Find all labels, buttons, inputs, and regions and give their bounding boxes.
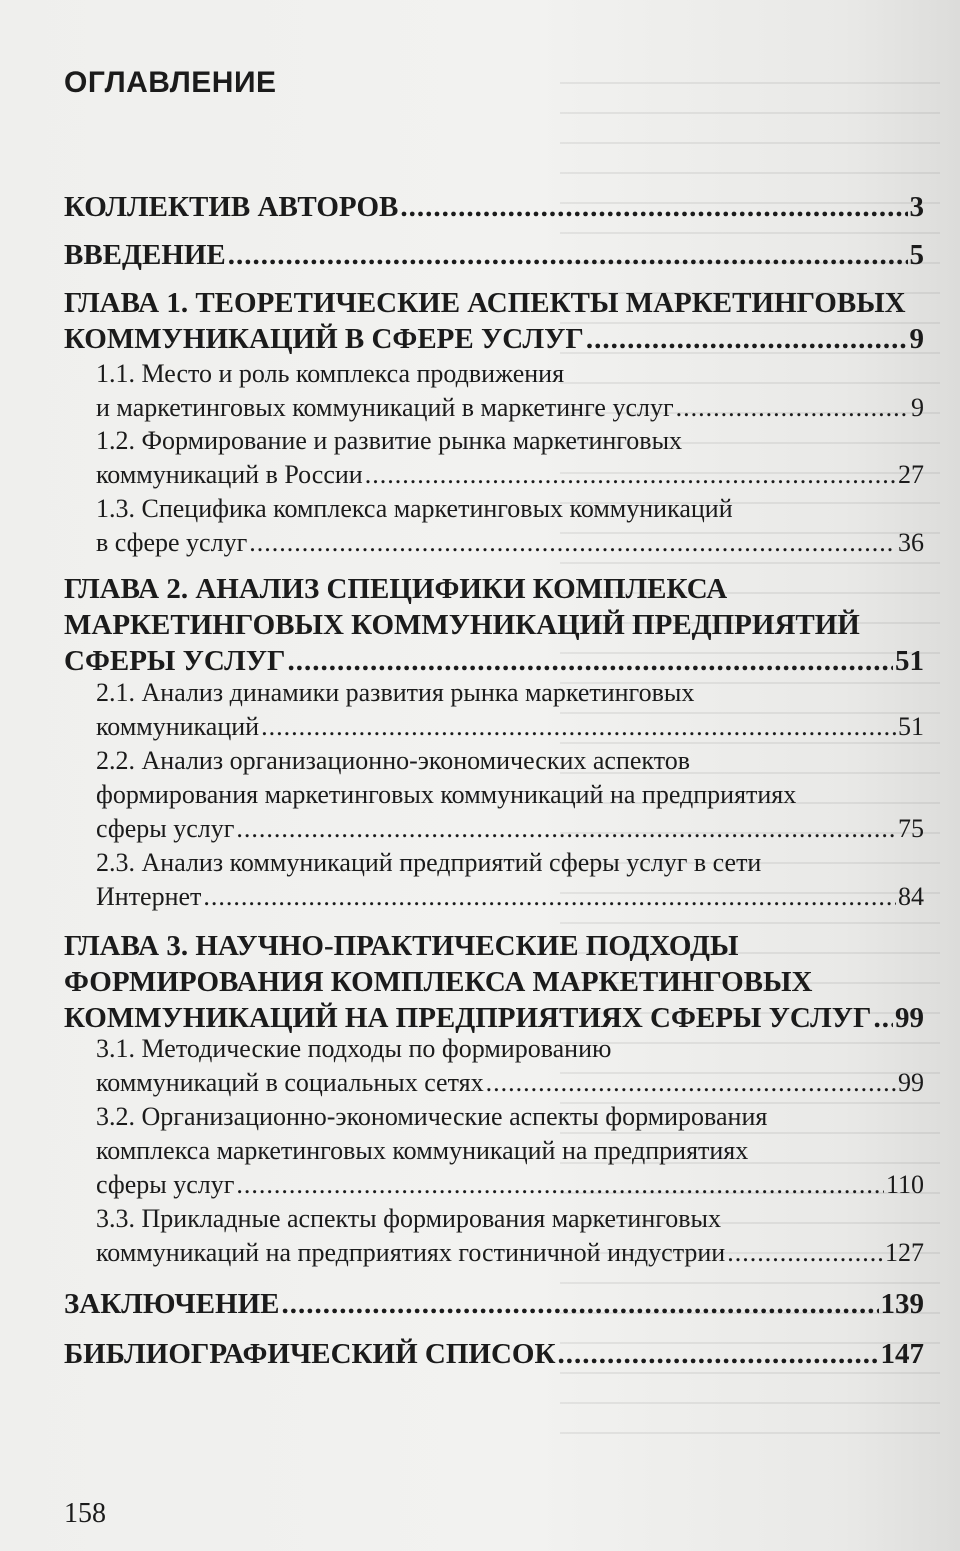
toc-entry-title: 3.1. Методические подходы по формированию [96, 1034, 612, 1063]
toc-entry[interactable] [96, 676, 924, 744]
toc-entry-page: 99 [898, 1068, 924, 1097]
toc-entry-page: 147 [880, 1338, 924, 1370]
dot-leader [261, 710, 896, 744]
toc-entry-title: СФЕРЫ УСЛУГ [64, 645, 286, 677]
page-number: 158 [64, 1498, 106, 1529]
toc-entry[interactable] [64, 571, 924, 679]
toc-entry[interactable] [96, 846, 924, 914]
toc-entry-page: 110 [885, 1170, 924, 1199]
dot-leader [400, 189, 907, 225]
toc-entry-title: сферы услуг [96, 1170, 235, 1199]
dot-leader [727, 1236, 883, 1270]
toc-entry-title: 2.3. Анализ коммуникаций предприятий сферы услуг в сети [96, 848, 762, 877]
toc-entry[interactable] [64, 237, 924, 273]
toc-entry-title: ЗАКЛЮЧЕНИЕ [64, 1288, 280, 1320]
toc-entry-title: КОЛЛЕКТИВ АВТОРОВ [64, 191, 399, 223]
toc-entry-page: 5 [909, 239, 924, 271]
toc-entry-title: 3.3. Прикладные аспекты формирования маркетинговых [96, 1204, 722, 1233]
toc-entry-page: 36 [898, 528, 924, 557]
toc-entry[interactable] [64, 285, 924, 357]
toc-entry[interactable] [96, 492, 924, 560]
toc-entry[interactable] [96, 1100, 924, 1202]
toc-entry[interactable] [96, 1032, 924, 1100]
toc-entry-title: 3.2. Организационно-экономические аспекты формирования [96, 1102, 768, 1131]
toc-entry-page: 27 [898, 460, 924, 489]
dot-leader [486, 1066, 896, 1100]
toc-entry-title: БИБЛИОГРАФИЧЕСКИЙ СПИСОК [64, 1338, 556, 1370]
toc-entry-title: коммуникаций на предприятиях гостиничной индустрии [96, 1238, 726, 1267]
toc-entry-page: 9 [909, 323, 924, 355]
toc-entry-title: 2.2. Анализ организационно-экономических аспектов [96, 746, 691, 775]
dot-leader [236, 812, 896, 846]
toc-entry-page: 51 [898, 712, 924, 741]
dot-leader [676, 391, 909, 425]
toc-entry-title: 1.1. Место и роль комплекса продвижения [96, 359, 565, 388]
dot-leader [203, 880, 896, 914]
toc-entry[interactable] [64, 189, 924, 225]
dot-leader [249, 526, 896, 560]
toc-entry[interactable] [96, 744, 924, 846]
toc-heading: ОГЛАВЛЕНИЕ [64, 66, 277, 99]
dot-leader [365, 458, 896, 492]
toc-entry-title: комплекса маркетинговых коммуникаций на предприятиях [96, 1136, 749, 1165]
toc-entry-title: ВВЕДЕНИЕ [64, 239, 226, 271]
toc-entry-page: 139 [880, 1288, 924, 1320]
toc-entry-title: 1.3. Специфика комплекса маркетинговых коммуникаций [96, 494, 733, 523]
toc-entry-title: в сфере услуг [96, 528, 248, 557]
toc-entry-title: 2.1. Анализ динамики развития рынка маркетинговых [96, 678, 695, 707]
toc-entry-title: коммуникаций в социальных сетях [96, 1068, 484, 1097]
dot-leader [282, 1286, 879, 1322]
dot-leader [586, 321, 908, 357]
dot-leader [236, 1168, 884, 1202]
toc-entry-title: 1.2. Формирование и развитие рынка маркетинговых [96, 426, 683, 455]
toc-entry-title: КОММУНИКАЦИЙ В СФЕРЕ УСЛУГ [64, 323, 584, 355]
toc-entry-title: и маркетинговых коммуникаций в маркетинге услуг [96, 393, 674, 422]
toc-entry-page: 9 [911, 393, 924, 422]
toc-entry-page: 84 [898, 882, 924, 911]
toc-entry-title: коммуникаций [96, 712, 260, 741]
toc-entry-title: ГЛАВА 1. ТЕОРЕТИЧЕСКИЕ АСПЕКТЫ МАРКЕТИНГОВЫХ [64, 287, 906, 319]
dot-leader [287, 643, 893, 679]
toc-entry[interactable] [96, 357, 924, 425]
dot-leader [228, 237, 908, 273]
toc-entry[interactable] [64, 1286, 924, 1322]
toc-entry[interactable] [64, 928, 924, 1036]
toc-entry-page: 51 [895, 645, 924, 677]
dot-leader [874, 1000, 894, 1036]
toc-entry-page: 3 [909, 191, 924, 223]
toc-entry-title: МАРКЕТИНГОВЫХ КОММУНИКАЦИЙ ПРЕДПРИЯТИЙ [64, 609, 860, 641]
toc-entry[interactable] [96, 1202, 924, 1270]
toc-entry-title: формирования маркетинговых коммуникаций на предприятиях [96, 780, 797, 809]
toc-entry-title: ГЛАВА 3. НАУЧНО-ПРАКТИЧЕСКИЕ ПОДХОДЫ [64, 930, 739, 962]
toc-entry-title: ФОРМИРОВАНИЯ КОМПЛЕКСА МАРКЕТИНГОВЫХ [64, 966, 813, 998]
toc-entry-page: 75 [898, 814, 924, 843]
toc-entry-page: 99 [895, 1002, 924, 1034]
toc-entry-title: сферы услуг [96, 814, 235, 843]
toc-entry[interactable] [96, 424, 924, 492]
toc-entry-title: КОММУНИКАЦИЙ НА ПРЕДПРИЯТИЯХ СФЕРЫ УСЛУГ [64, 1002, 872, 1034]
toc-entry-title: ГЛАВА 2. АНАЛИЗ СПЕЦИФИКИ КОМПЛЕКСА [64, 573, 728, 605]
dot-leader [558, 1336, 879, 1372]
toc-entry-page: 127 [885, 1238, 924, 1267]
toc-entry-title: Интернет [96, 882, 202, 911]
toc-entry-title: коммуникаций в России [96, 460, 363, 489]
toc-entry[interactable] [64, 1336, 924, 1372]
